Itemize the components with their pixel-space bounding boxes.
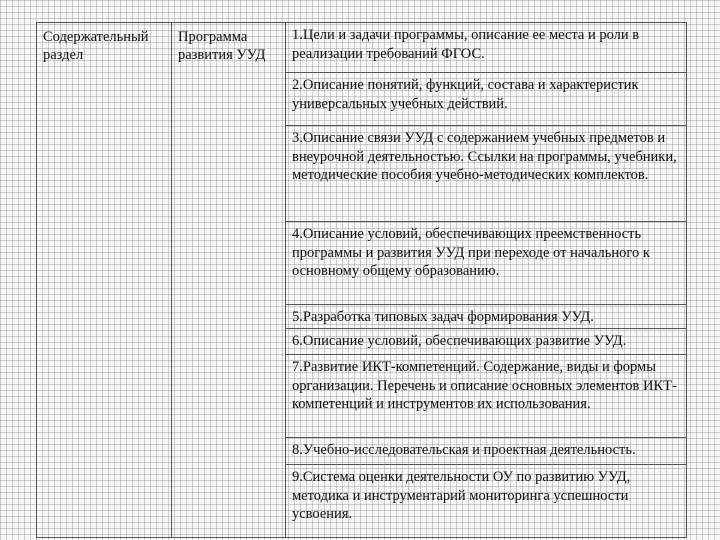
table-row: [286, 438, 686, 465]
item-text: 2.Описание понятий, функций, состава и характеристик универсальных учебных действий.: [292, 77, 639, 112]
item-text: 7.Развитие ИКТ-компетенций. Содержание, виды и формы организации. Перечень и описание основных элементов ИКТ-компетенций и инструментов их использования.: [292, 359, 677, 413]
item-text: 5.Разработка типовых задач формирования УУД.: [292, 309, 594, 325]
item-text: 9.Система оценки деятельности ОУ по развитию УУД, методика и инструментарий мониторинга успешности усвоения.: [292, 469, 631, 523]
item-text: 3.Описание связи УУД с содержанием учебных предметов и внеурочной деятельностью. Ссылки на программы, учебники, методические пособия учебно-методических комплектов.: [292, 130, 677, 184]
table-row: [286, 222, 686, 305]
table-row: [286, 329, 686, 355]
table-row: [286, 126, 686, 222]
program-cell: [172, 23, 286, 537]
item-text: 6.Описание условий, обеспечивающих развитие УУД.: [292, 333, 627, 349]
table-row: [286, 355, 686, 438]
program-label: Программа развития УУД: [178, 29, 266, 63]
item-text: 4.Описание условий, обеспечивающих преемственность программы и развития УУД при переходе от начального к основному общему образованию.: [292, 226, 650, 280]
table-row: [286, 73, 686, 126]
item-text: 8.Учебно-исследовательская и проектная деятельность.: [292, 442, 636, 458]
table-row: [286, 23, 686, 73]
item-text: 1.Цели и задачи программы, описание ее места и роли в реализации требований ФГОС.: [292, 27, 640, 62]
table-row: [286, 465, 686, 537]
content-table: [36, 22, 687, 538]
items-column: [286, 23, 686, 537]
section-cell: [37, 23, 172, 537]
section-label: Содержательный раздел: [43, 29, 149, 63]
table-row: [286, 305, 686, 329]
